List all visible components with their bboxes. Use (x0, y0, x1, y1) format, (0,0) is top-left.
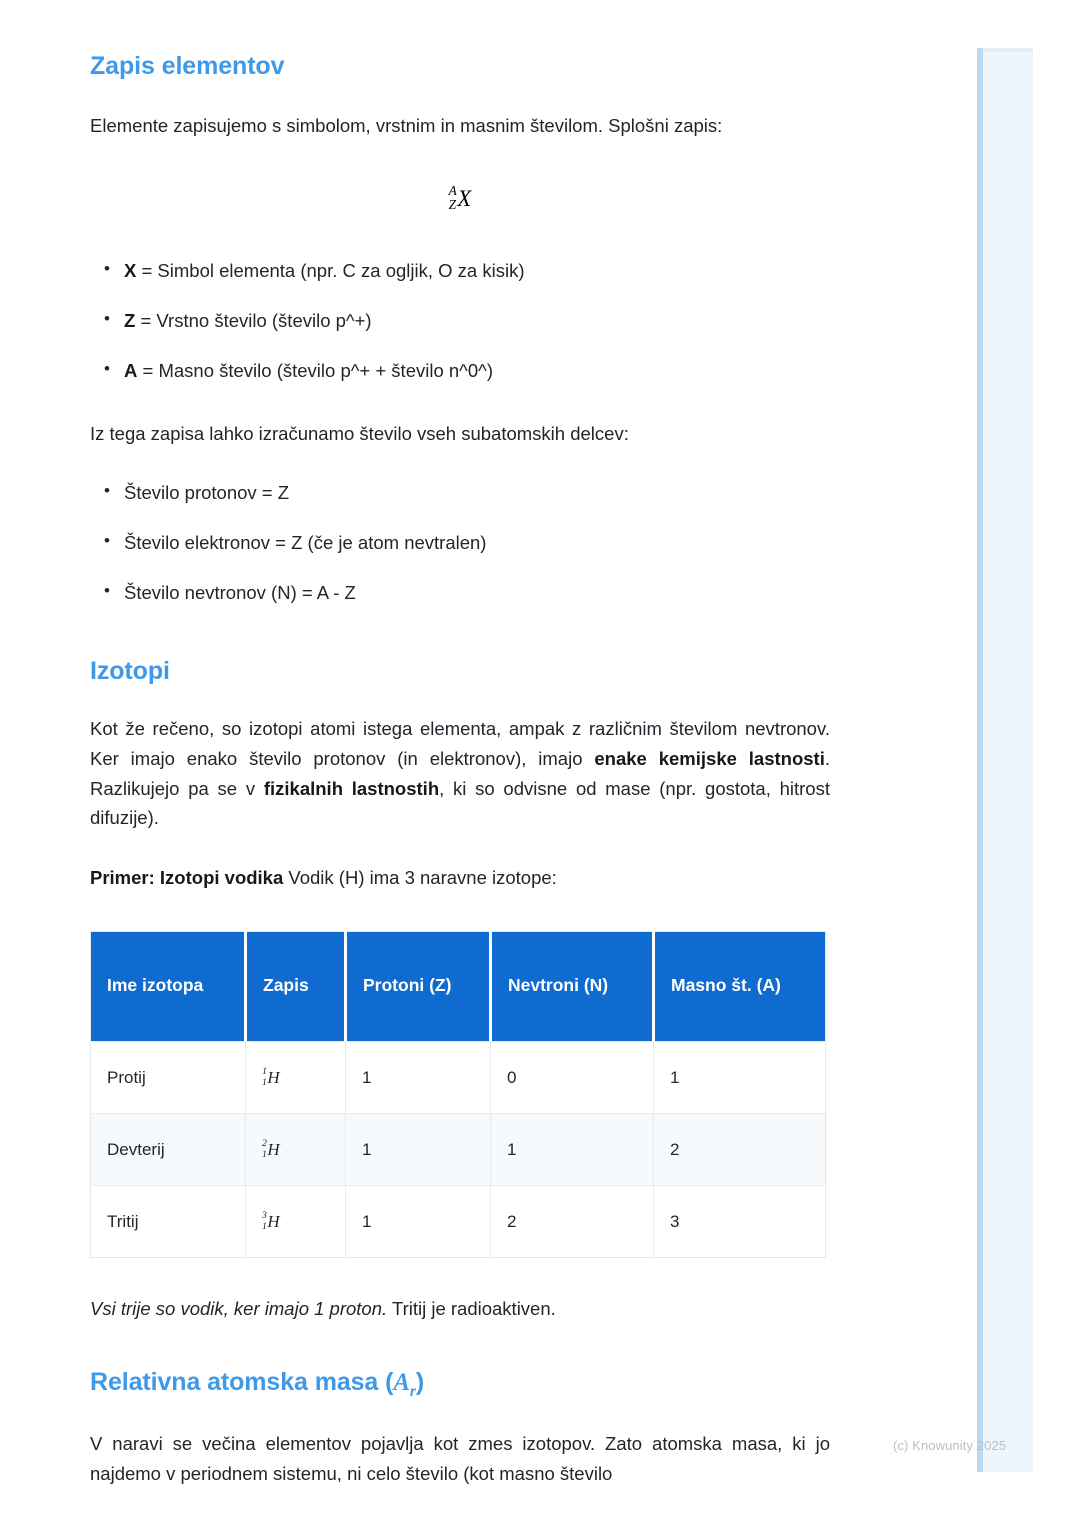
heading-close-paren: ) (415, 1368, 425, 1397)
list-item: • Število elektronov = Z (če je atom nevtralen) (124, 529, 830, 557)
definition-term: A (124, 359, 138, 381)
formula-atomic-number: Z (448, 197, 457, 213)
list-item: • Število nevtronov (N) = A - Z (124, 579, 830, 607)
paragraph-relativna: V naravi se večina elementov pojavlja kot zmes izotopov. Zato atomska masa, ki jo najdemo v periodnem sistemu, ni celo število (kot masno število (90, 1433, 830, 1485)
right-panel-top-edge (983, 48, 1033, 52)
notation-symbol: H (267, 1068, 280, 1088)
cell-isotope-name: Tritij (91, 1186, 246, 1258)
math-subscript: r (409, 1383, 416, 1401)
notation-atomic-number: 1 (262, 1220, 267, 1232)
table-row (91, 1042, 826, 1114)
formula-mass-number: A (448, 182, 457, 198)
izotopi-bold-physical: fizikalnih lastnostih (263, 777, 440, 799)
paragraph-example-lead (90, 863, 830, 893)
list-item (124, 307, 830, 335)
cell-isotope-notation (246, 1042, 346, 1114)
paragraph-zapis-intro: Elemente zapisujemo s simbolom, vrstnim in masnim številom. Splošni zapis: (90, 115, 723, 136)
cell-mass: 3 (654, 1186, 826, 1258)
definition-term: Z (124, 309, 136, 331)
table-row (91, 1114, 826, 1186)
cell-neutrons: 0 (491, 1042, 654, 1114)
right-decorative-panel (977, 48, 1033, 1472)
notation-symbol: H (267, 1212, 280, 1232)
izotopi-text-part1: Kot že rečeno, so izotopi atomi istega elementa, ampak z različnim številom nevtronov. Ker imajo enako število protonov (in elektronov), imajo (90, 717, 830, 769)
right-panel-accent-bar (977, 48, 983, 1472)
isotope-table (90, 931, 826, 1258)
cell-isotope-notation (246, 1114, 346, 1186)
formula-element-symbol: X (457, 186, 472, 212)
notation-atomic-number: 1 (262, 1148, 267, 1160)
example-rest-text: Vodik (H) ima 3 naravne izotope: (283, 867, 557, 889)
cell-neutrons: 1 (491, 1114, 654, 1186)
column-header-name: Ime izotopa (91, 932, 246, 1042)
cell-neutrons: 2 (491, 1186, 654, 1258)
notation-mass-number: 2 (262, 1137, 267, 1149)
cell-protons: 1 (346, 1186, 491, 1258)
document-content (90, 0, 830, 1489)
heading-zapis-elementov: Zapis elementov (90, 52, 285, 80)
definition-term: X (124, 260, 137, 282)
notation-mass-number: 1 (262, 1065, 267, 1077)
paragraph-calc-intro: Iz tega zapisa lahko izračunamo število vseh subatomskih delcev: (90, 423, 629, 445)
cell-mass: 2 (654, 1114, 826, 1186)
table-header-row-group (91, 932, 826, 1042)
izotopi-text-part3: , ki so odvisne od mase (npr. gostota, hitrost difuzije). (90, 777, 830, 829)
list-definitions (90, 257, 830, 384)
example-bold-label: Primer: Izotopi vodika (90, 867, 284, 889)
cell-mass: 1 (654, 1042, 826, 1114)
list-item: • Število protonov = Z (124, 479, 830, 507)
math-base: A (393, 1369, 410, 1397)
cell-isotope-name: Devterij (91, 1114, 246, 1186)
copyright-watermark: (c) Knowunity 2025 (893, 1438, 1007, 1453)
column-header-notation: Zapis (246, 932, 346, 1042)
izotopi-bold-chemical: enake kemijske lastnosti (594, 747, 825, 769)
definition-text: = Vrstno število (število p^+) (135, 309, 372, 331)
heading-text-part: Relativna atomska masa ( (90, 1368, 394, 1397)
column-header-protons: Protoni (Z) (346, 932, 491, 1042)
column-header-neutrons: Nevtroni (N) (491, 932, 654, 1042)
list-item (124, 257, 830, 285)
paragraph-table-caption (90, 1294, 830, 1324)
notation-symbol: H (267, 1140, 280, 1160)
formula-general-nuclide (90, 183, 830, 213)
column-header-mass: Masno št. (A) (654, 932, 826, 1042)
definition-text: = Masno število (število p^+ + število n^0^) (137, 359, 493, 381)
heading-math-symbol (393, 1369, 416, 1401)
notation-atomic-number: 1 (262, 1076, 267, 1088)
notation-mass-number: 3 (262, 1209, 267, 1221)
table-header-row (91, 932, 826, 1042)
list-particle-counts (90, 479, 830, 606)
izotopi-text-part2: . Razlikujejo pa se v (90, 747, 830, 799)
heading-relativna-atomska-masa (90, 1368, 830, 1401)
caption-rest-part: Tritij je radioaktiven. (387, 1298, 556, 1320)
cell-protons: 1 (346, 1042, 491, 1114)
caption-italic-part: Vsi trije so vodik, ker imajo 1 proton. (90, 1298, 388, 1320)
paragraph-izotopi (90, 714, 830, 834)
list-item (124, 357, 830, 385)
cell-isotope-notation (246, 1186, 346, 1258)
definition-text: = Simbol elementa (npr. C za ogljik, O za kisik) (136, 260, 525, 282)
heading-izotopi: Izotopi (90, 656, 170, 685)
cell-protons: 1 (346, 1114, 491, 1186)
table-row (91, 1186, 826, 1258)
cell-isotope-name: Protij (91, 1042, 246, 1114)
table-body (91, 1042, 826, 1258)
